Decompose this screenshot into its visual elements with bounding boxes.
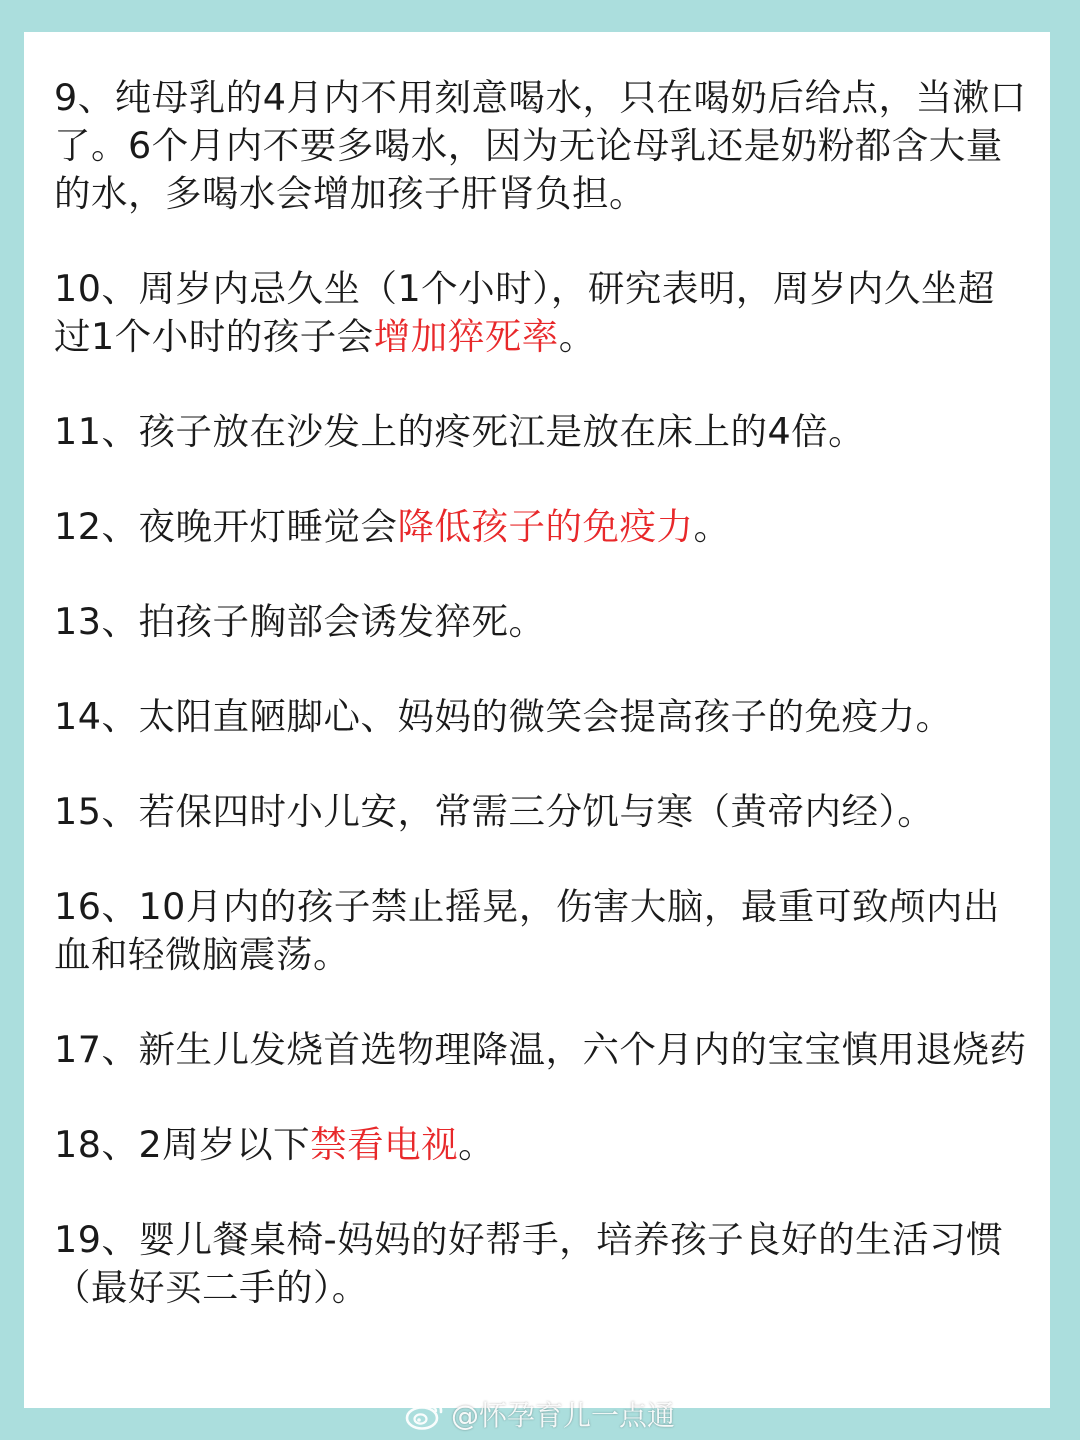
tip-16 xyxy=(54,883,1029,979)
tip-text: 11、孩子放在沙发上的疼死江是放在床上的4倍。 xyxy=(54,410,866,453)
tip-text: 14、太阳直陋脚心、妈妈的微笑会提高孩子的免疫力。 xyxy=(54,695,953,738)
tip-12 xyxy=(54,503,1029,551)
tip-text: 。 xyxy=(558,315,596,358)
tip-text: 17、新生儿发烧首选物理降温，六个月内的宝宝慎用退烧药 xyxy=(54,1028,1027,1071)
highlight-text: 禁看电视 xyxy=(310,1123,459,1166)
highlight-text: 降低孩子的免疫力 xyxy=(397,505,694,548)
tip-text: 15、若保四时小儿安，常需三分饥与寒（黄帝内经）。 xyxy=(54,790,935,833)
watermark-text: @怀孕育儿一点通 xyxy=(451,1399,676,1432)
tip-text: 9、纯母乳的4月内不用刻意喝水，只在喝奶后给点，当漱口了。6个月内不要多喝水，因为无论母乳还是奶粉都含大量的水，多喝水会增加孩子肝肾负担。 xyxy=(54,76,1027,215)
tip-text: 。 xyxy=(693,505,731,548)
tip-13 xyxy=(54,598,1029,646)
tip-14 xyxy=(54,693,1029,741)
tip-9 xyxy=(54,74,1029,218)
tip-text: 19、婴儿餐桌椅-妈妈的好帮手，培养孩子良好的生活习惯（最好买二手的）。 xyxy=(54,1218,1004,1309)
tips-list xyxy=(54,74,1029,1359)
tip-19 xyxy=(54,1216,1029,1312)
tip-text: 12、夜晚开灯睡觉会 xyxy=(54,505,398,548)
highlight-text: 增加猝死率 xyxy=(373,315,559,358)
tip-text: 10、周岁内忌久坐（1个小时），研究表明，周岁内久坐超过1个小时的孩子会 xyxy=(54,267,995,358)
tip-text: 。 xyxy=(458,1123,496,1166)
watermark xyxy=(405,1396,675,1432)
tip-text: 16、10月内的孩子禁止摇晃，伤害大脑，最重可致颅内出血和轻微脑震荡。 xyxy=(54,885,1000,976)
tip-11 xyxy=(54,408,1029,456)
content-card xyxy=(24,32,1050,1408)
tip-text: 18、2周岁以下 xyxy=(54,1123,311,1166)
tip-15 xyxy=(54,788,1029,836)
tip-10 xyxy=(54,265,1029,361)
weibo-icon xyxy=(405,1397,445,1431)
tip-17 xyxy=(54,1026,1029,1074)
tip-18 xyxy=(54,1121,1029,1169)
tip-text: 13、拍孩子胸部会诱发猝死。 xyxy=(54,600,546,643)
